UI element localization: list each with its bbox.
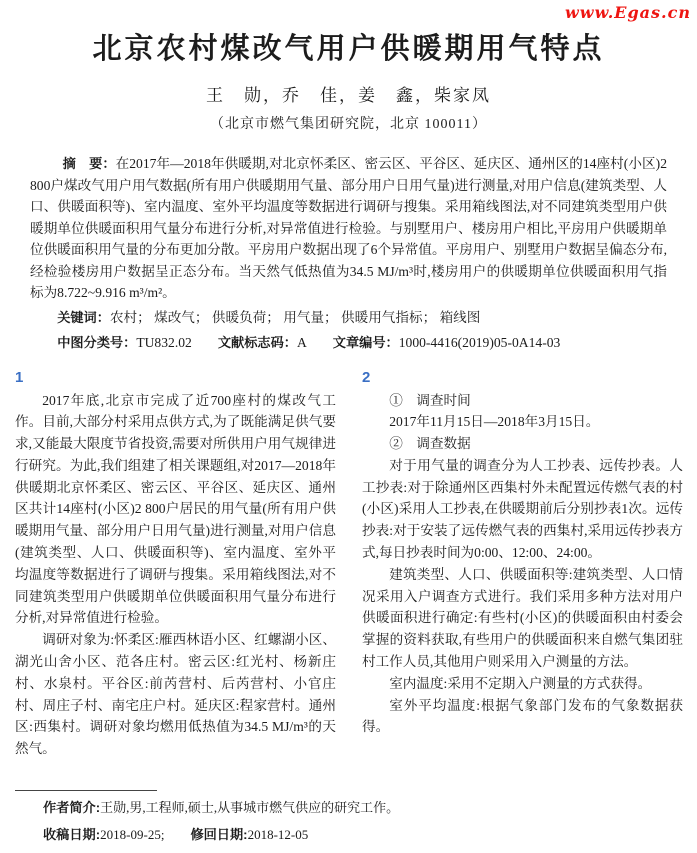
article-id-pair <box>333 335 561 350</box>
left-column <box>15 368 336 761</box>
section-number-1: 1 <box>15 368 24 386</box>
abstract-paragraph <box>30 153 667 304</box>
abstract-label: 摘 要： <box>62 156 116 171</box>
numbered-item: ② 调查数据 <box>389 436 471 452</box>
watermark-url: www.Egas.cn <box>565 3 691 22</box>
body-paragraph: 室内温度:采用不定期入户测量的方式获得。 <box>389 675 652 691</box>
numbered-item: ① 调查时间 <box>389 392 471 408</box>
received-date: 2018-09-25; <box>100 827 165 842</box>
authors-line: 王 勋，乔 佳，姜 鑫，柴家凤 <box>206 86 491 105</box>
keywords-text: 农村； 煤改气； 供暖负荷； 用气量； 供暖用气指标； 箱线图 <box>109 309 481 325</box>
section-number-2: 2 <box>362 368 371 386</box>
footnote-divider <box>15 790 157 791</box>
body-paragraph: 对于用气量的调查分为人工抄表、远传抄表。人工抄表:对于除通州区西集村外未配置远传燃气表的村(小区)采用人工抄表,在供暖期前后分别抄表1次。远传抄表:对于安装了远传燃气表的西集村,采用远传抄表方式,每日抄表时间为0:00、12:00、24:00。 <box>362 457 683 561</box>
body-paragraph: 2017年11月15日—2018年3月15日。 <box>389 414 600 430</box>
doc-code-label: 文献标志码： <box>217 334 297 350</box>
body-paragraph: 室外平均温度:根据气象部门发布的气象数据获得。 <box>362 697 683 735</box>
body-paragraph: 调研对象为:怀柔区:雁西林语小区、红螺湖小区、湖光山舍小区、范各庄村。密云区:红光村、杨新庄村、水泉村。平谷区:前芮营村、后芮营村、小官庄村、周庄子村、南宅庄户村。延庆区:程家营村。通州区:西集村。调研对象均燃用低热值为34.5 MJ/m³的天然气。 <box>15 632 336 757</box>
article-id-label: 文章编号： <box>332 334 399 350</box>
article-id-value: 1000-4416(2019)05-0A14-03 <box>398 334 561 350</box>
body-paragraph: 建筑类型、人口、供暖面积等:建筑类型、人口情况采用入户调查方式进行。我们采用多种方法对用户供暖面积进行确定:有些村(小区)的供暖面积由村委会掌握的资料获取,有些用户的供暖面积来自燃气集团驻村工作人员,其他用户则采用入户测量的方法。 <box>362 566 683 670</box>
doc-code-pair <box>218 335 307 350</box>
clc-label: 中图分类号： <box>57 334 137 350</box>
body-paragraph: 2017年底,北京市完成了近700座村的煤改气工作。目前,大部分村采用点供方式,为了既能满足供气要求,又能最大限度节省投资,需要对所供用户用气规律进行研究。为此,我们组建了相关课题组,对2017—2018年供暖期北京怀柔区、密云区、平谷区、延庆区、通州区共计14座村(小区)2 800户居民的用气量(所有用户供暖期用气量、部分用户日用气量)进行测量,对用户信息(建筑类型、人口、供暖面积等)、室内温度、室外平均温度等数据进行了调研与搜集。采用箱线图法,对不同建筑类型用户供暖期单位供暖面积用气量分布进行分析,对异常值进行检验。 <box>15 392 336 626</box>
affiliation-line: （北京市燃气集团研究院，北京 100011） <box>210 117 487 132</box>
right-column <box>362 368 683 761</box>
revised-date: 2018-12-05 <box>247 827 309 842</box>
two-column-body <box>15 368 683 761</box>
author-bio-line <box>43 798 685 818</box>
author-bio-text: 王勋,男,工程师,硕士,从事城市燃气供应的研究工作。 <box>100 800 400 815</box>
dates-line <box>43 825 685 845</box>
keywords-label: 关键词： <box>57 309 110 325</box>
classification-line <box>30 331 667 354</box>
received-label: 收稿日期: <box>43 827 101 842</box>
clc-value: TU832.02 <box>136 334 192 350</box>
abstract-text: 在2017年—2018年供暖期,对北京怀柔区、密云区、平谷区、延庆区、通州区的14座村(小区)2 800户煤改气用户用气数据(所有用户供暖期用气量、部分用户日用气量)进行测量,对用户信息(建筑类型、人口、供暖面积等)、室内温度、室外平均温度等数据进行调研与搜集。采用箱线图法,对不同建筑类型用户供暖期单位供暖面积用气量分布进行分析,对异常值进行检验。与别墅用户、楼房用户相比,平房用户供暖期单位供暖面积用气量的分布更加分散。平房用户数据出现了6个异常值。平房用户、别墅用户数据呈偏态分布,经检验楼房用户数据呈正态分布。当天然气低热值为34.5 MJ/m³时,楼房用户的供暖期单位供暖面积用气指标为8.722~9.916 m³/m²。 <box>30 156 668 300</box>
clc-pair <box>57 335 192 350</box>
doc-code-value: A <box>296 334 307 350</box>
paper-title: 北京农村煤改气用户供暖期用气特点 <box>92 33 605 65</box>
footnote-block <box>0 790 697 845</box>
keywords-line <box>30 306 667 329</box>
author-bio-label: 作者简介: <box>43 800 101 815</box>
revised-label: 修回日期: <box>190 827 248 842</box>
